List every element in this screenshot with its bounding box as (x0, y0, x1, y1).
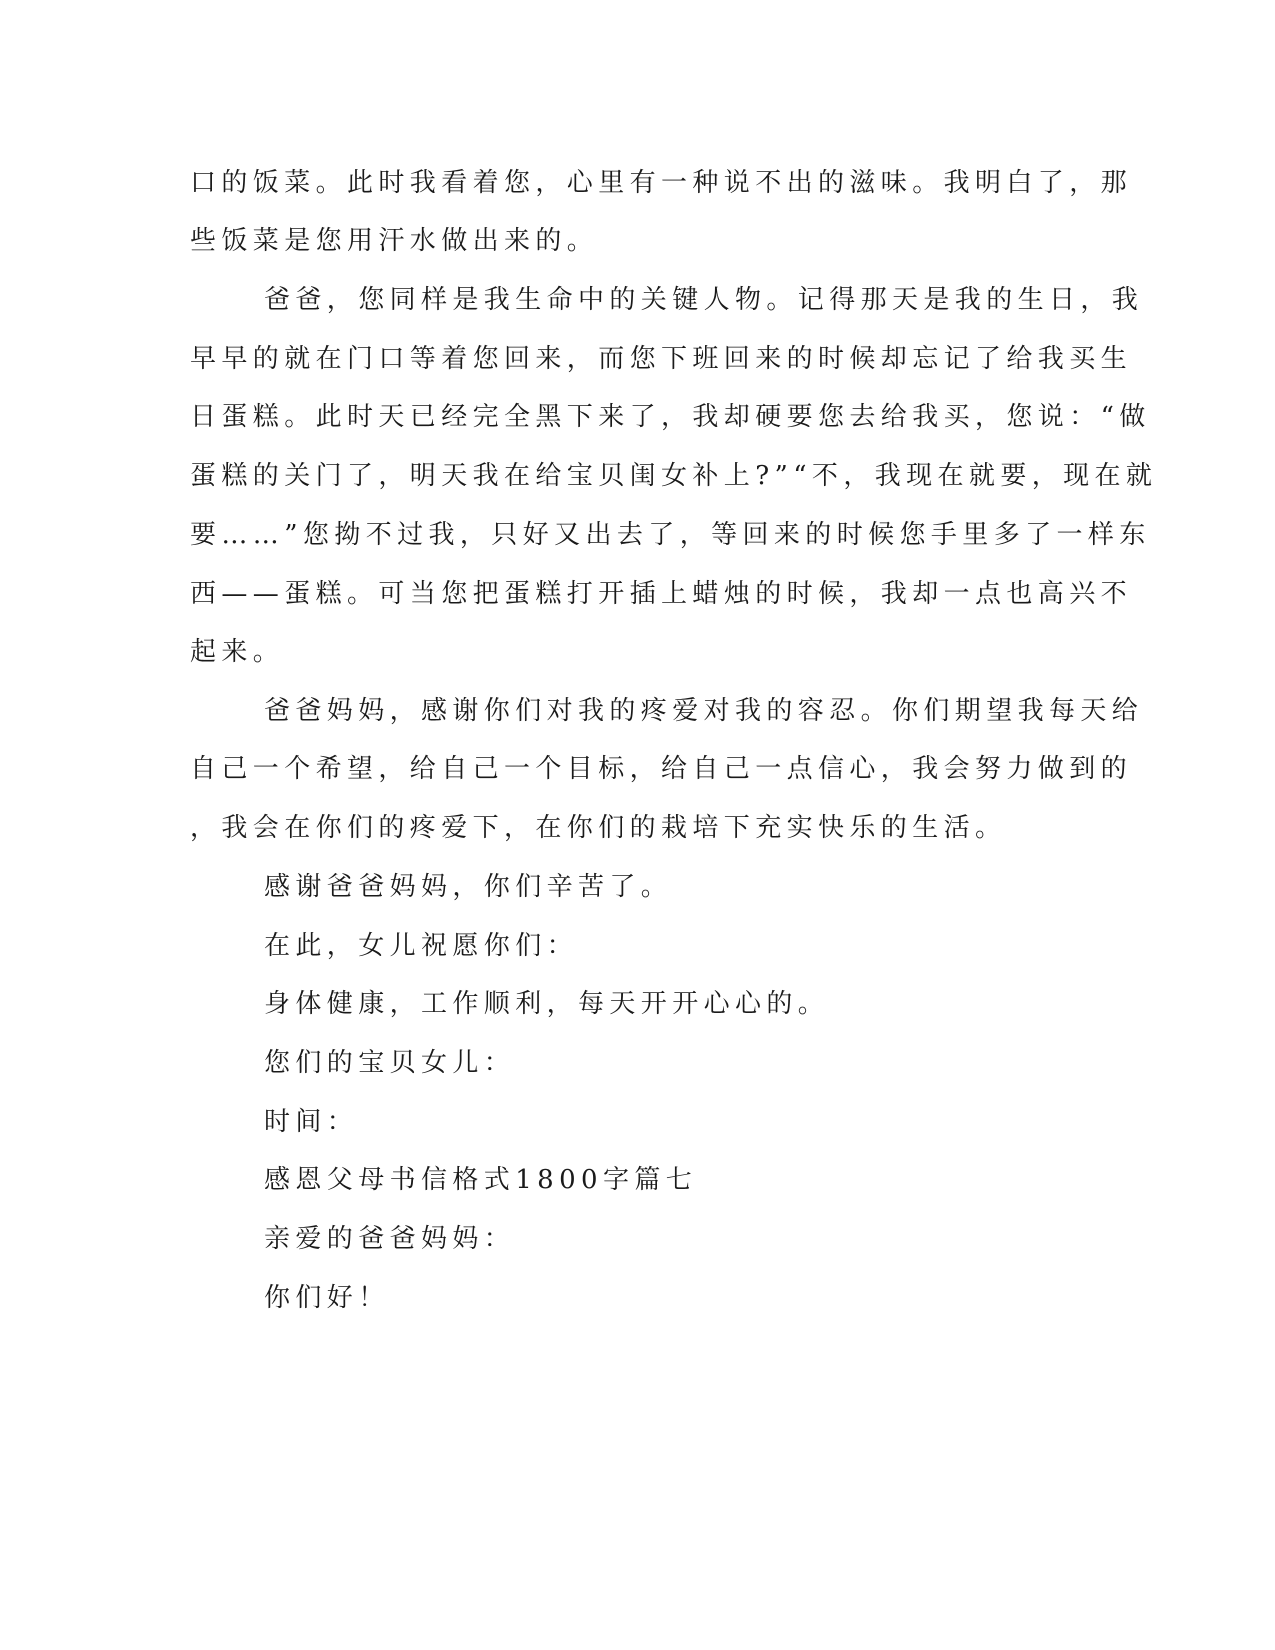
text-line: ，我会在你们的疼爱下，在你们的栽培下充实快乐的生活。 (190, 813, 1007, 843)
paragraph-start-line: 在此，女儿祝愿你们： (264, 931, 579, 961)
paragraph-start-line: 感谢爸爸妈妈，你们辛苦了。 (264, 872, 673, 902)
text-line: 口的饭菜。此时我看着您，心里有一种说不出的滋味。我明白了，那 (190, 168, 1133, 198)
text-line: 西——蛋糕。可当您把蛋糕打开插上蜡烛的时候，我却一点也高兴不 (190, 579, 1133, 609)
text-line: 些饭菜是您用汗水做出来的。 (190, 226, 599, 256)
paragraph-start-line: 身体健康，工作顺利，每天开开心心的。 (264, 989, 830, 1019)
paragraph-start-line: 爸爸妈妈，感谢你们对我的疼爱对我的容忍。你们期望我每天给 (264, 696, 1144, 726)
text-line: 要……”您拗不过我，只好又出去了，等回来的时候您手里多了一样东 (190, 520, 1151, 550)
signature-line: 您们的宝贝女儿： (264, 1048, 516, 1078)
text-line: 蛋糕的关门了，明天我在给宝贝闺女补上?”“不，我现在就要，现在就 (190, 461, 1158, 491)
text-line: 早早的就在门口等着您回来，而您下班回来的时候却忘记了给我买生 (190, 344, 1133, 374)
section-heading: 感恩父母书信格式1800字篇七 (264, 1165, 698, 1195)
text-line: 起来。 (190, 637, 285, 667)
date-line: 时间： (264, 1107, 359, 1137)
greeting-line: 你们好！ (264, 1283, 390, 1313)
text-line: 日蛋糕。此时天已经完全黑下来了，我却硬要您去给我买，您说：“做 (190, 402, 1151, 432)
text-line: 自己一个希望，给自己一个目标，给自己一点信心，我会努力做到的 (190, 754, 1133, 784)
paragraph-start-line: 爸爸，您同样是我生命中的关键人物。记得那天是我的生日，我 (264, 285, 1144, 315)
salutation-line: 亲爱的爸爸妈妈： (264, 1224, 516, 1254)
